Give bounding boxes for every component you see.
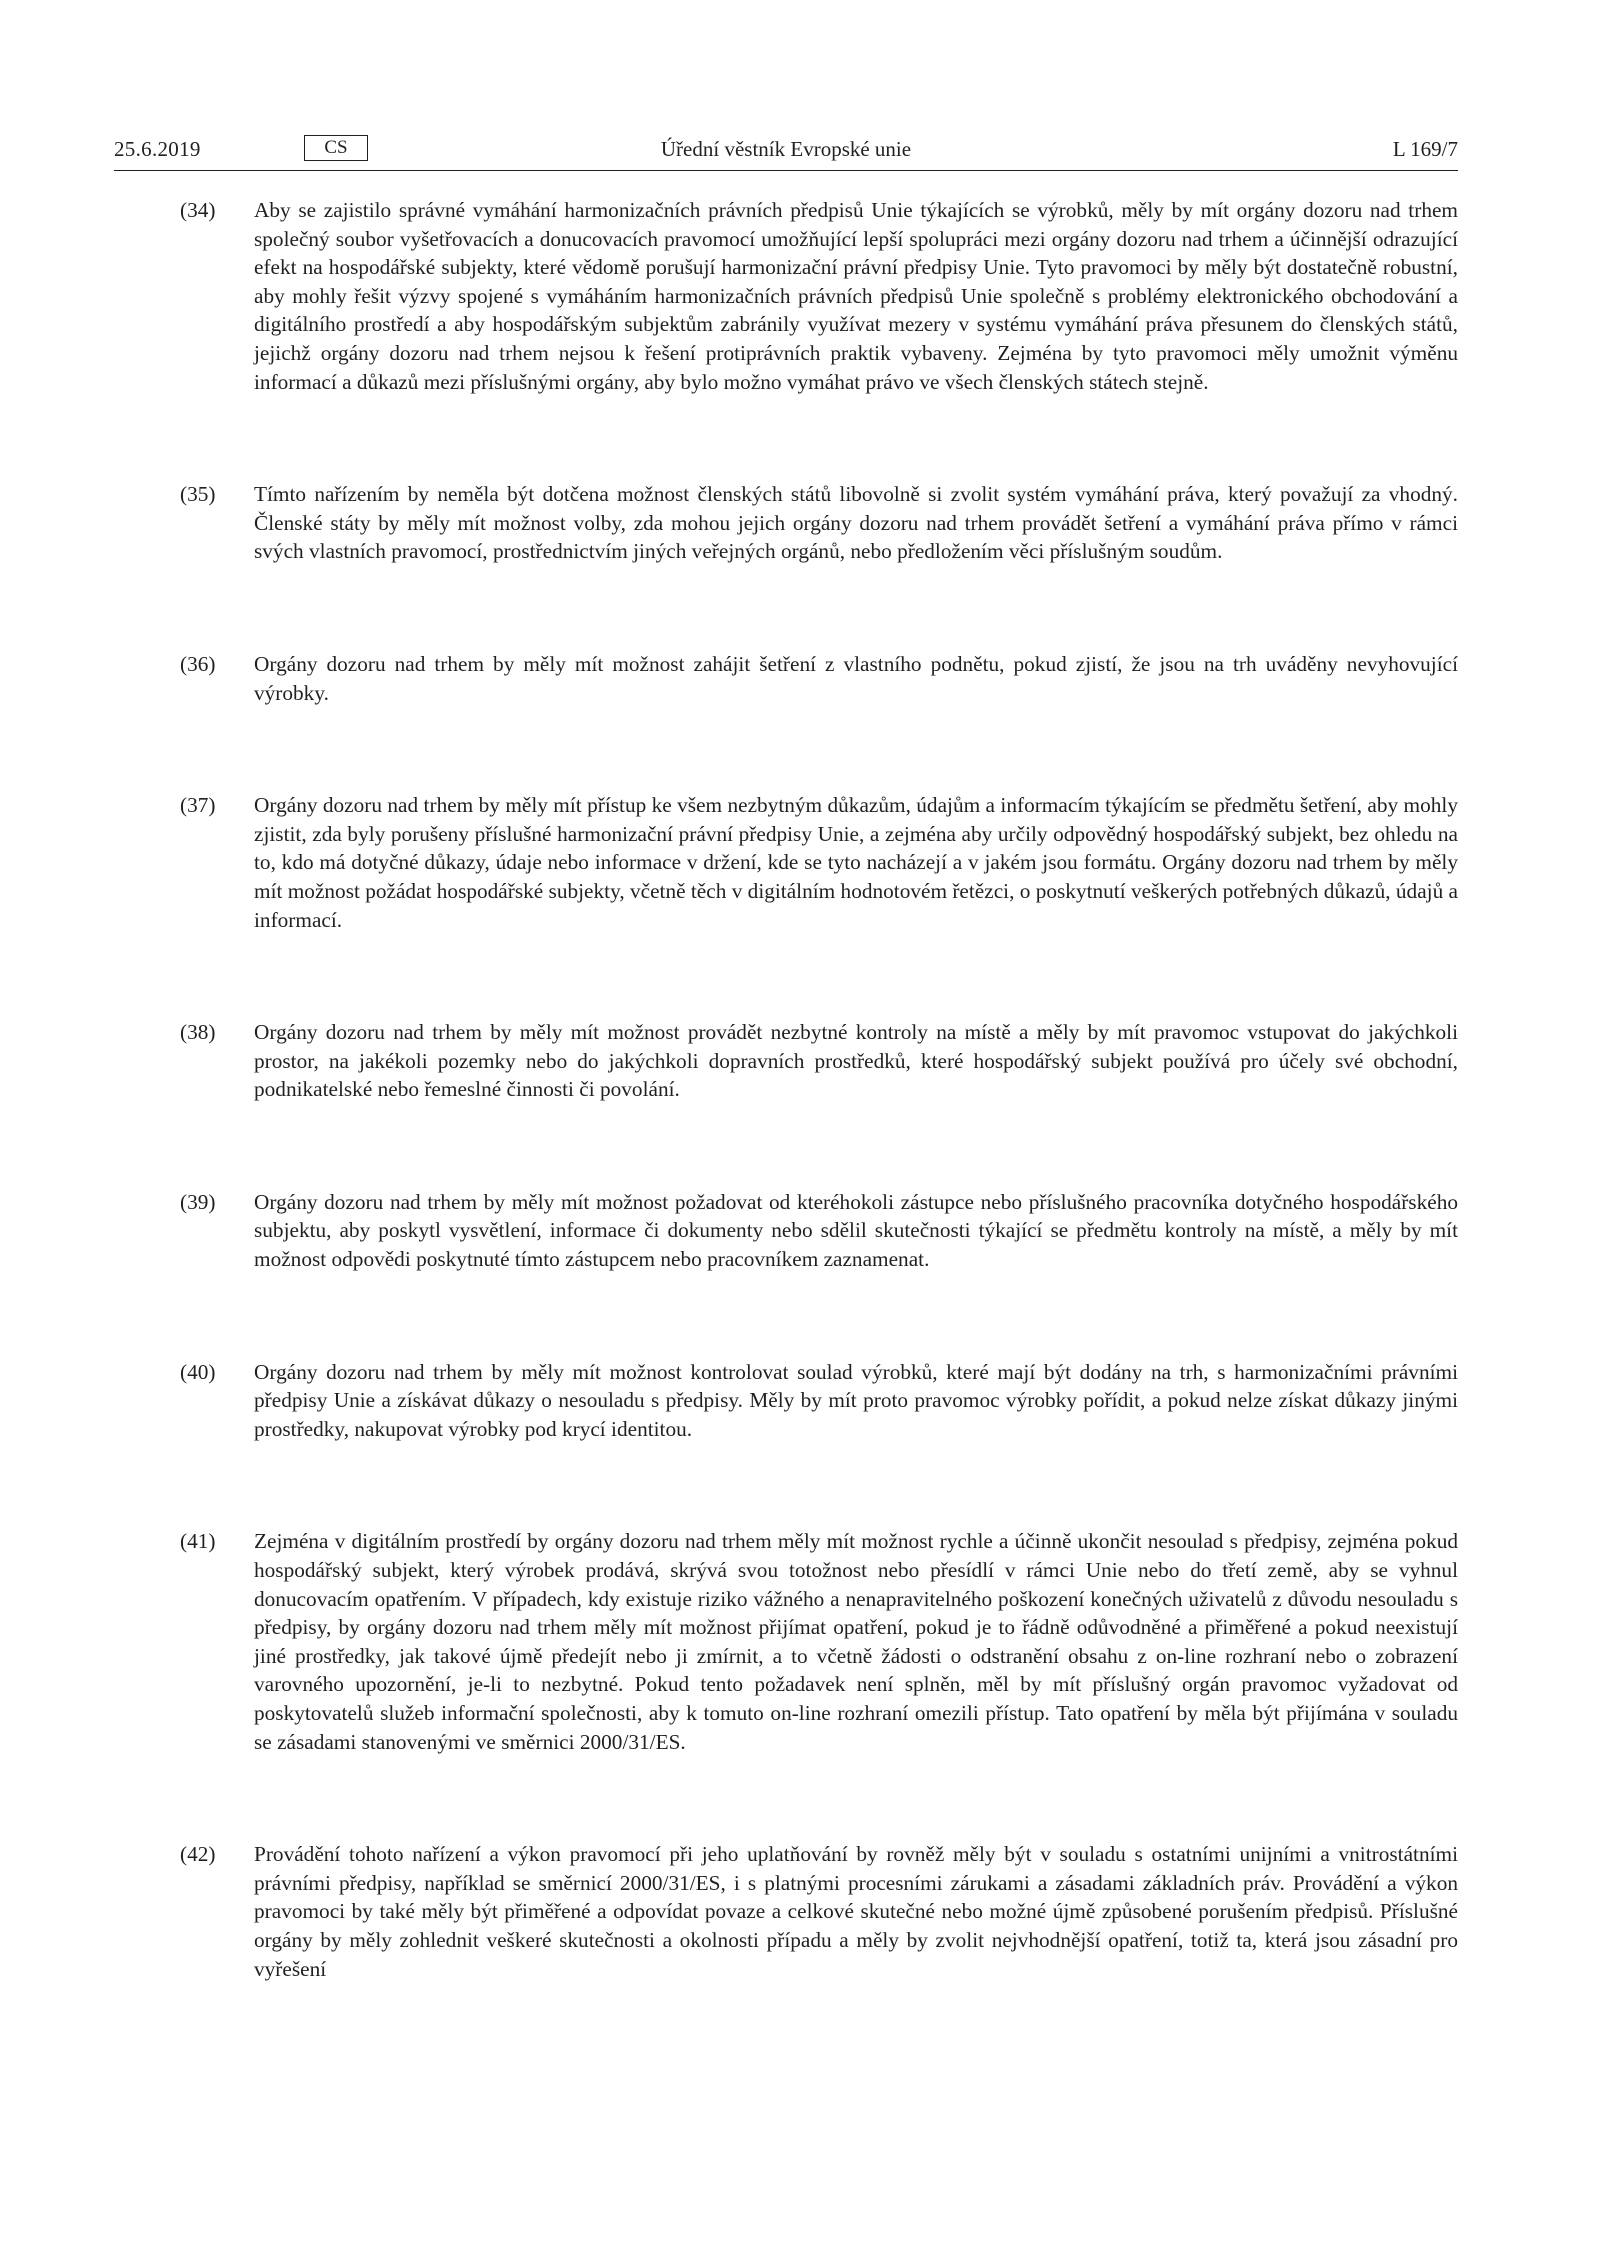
recital-36 <box>114 650 1458 707</box>
recital-37 <box>114 791 1458 934</box>
recital-42 <box>114 1840 1458 1983</box>
recital-text: Orgány dozoru nad trhem by měly mít možnost provádět nezbytné kontroly na místě a měly by mít pravomoc vstupovat do jakýchkoli prostor, na jakékoli pozemky nebo do jakýchkoli dopravních prostředků, které hospodářský subjekt používá pro účely své obchodní, podnikatelské nebo řemeslné činnosti či povolání. <box>254 1020 1458 1102</box>
recital-number: (40) <box>180 1359 216 1384</box>
header-rule <box>114 170 1458 171</box>
recital-number: (35) <box>180 482 216 507</box>
recital-number: (38) <box>180 1020 216 1045</box>
recital-number: (41) <box>180 1529 216 1554</box>
recital-text: Orgány dozoru nad trhem by měly mít přístup ke všem nezbytným důkazům, údajům a informacím týkajícím se předmětu šetření, aby mohly zjistit, zda byly porušeny příslušné harmonizační právní předpisy Unie, a zejména aby určily odpovědný hospodářský subjekt, bez ohledu na to, kdo má dotyčné důkazy, údaje nebo informace v držení, kde se tyto nacházejí a v jakém jsou formátu. Orgány dozoru nad trhem by měly mít možnost požádat hospodářské subjekty, včetně těch v digitálním hodnotovém řetězci, o poskytnutí veškerých potřebných důkazů, údajů a informací. <box>254 793 1458 932</box>
publication-date: 25.6.2019 <box>114 137 201 161</box>
recital-number: (37) <box>180 793 216 818</box>
recitals-body <box>114 196 1458 1983</box>
recital-38 <box>114 1018 1458 1104</box>
recital-number: (39) <box>180 1189 216 1214</box>
language-badge: CS <box>304 135 368 161</box>
recital-41 <box>114 1527 1458 1756</box>
recital-number: (36) <box>180 651 216 676</box>
recital-text: Orgány dozoru nad trhem by měly mít možnost zahájit šetření z vlastního podnětu, pokud zjistí, že jsou na trh uváděny nevyhovující výrobky. <box>254 651 1458 705</box>
recital-text: Provádění tohoto nařízení a výkon pravomocí při jeho uplatňování by rovněž měly být v souladu s ostatními unijními a vnitrostátními právními předpisy, například se směrnicí 2000/31/ES, i s platnými procesními zárukami a zásadami základních práv. Provádění a výkon pravomoci by také měly být přiměřené a odpovídat povaze a celkové skutečné nebo možné újmě způsobené porušením předpisů. Příslušné orgány by měly zohlednit veškeré skutečnosti a okolnosti případu a měly by zvolit nejvhodnější opatření, totiž ta, která jsou zásadní pro vyřešení <box>254 1842 1458 1981</box>
recital-text: Tímto nařízením by neměla být dotčena možnost členských států libovolně si zvolit systém vymáhání práva, který považují za vhodný. Členské státy by měly mít možnost volby, zda mohou jejich orgány dozoru nad trhem provádět šetření a vymáhání práva přímo v rámci svých vlastních pravomocí, prostřednictvím jiných veřejných orgánů, nebo předložením věci příslušným soudům. <box>254 482 1458 564</box>
page-reference: L 169/7 <box>1392 137 1458 161</box>
recital-39 <box>114 1188 1458 1274</box>
recital-40 <box>114 1358 1458 1444</box>
recital-number: (34) <box>180 198 216 222</box>
recital-text: Orgány dozoru nad trhem by měly mít možnost požadovat od kteréhokoli zástupce nebo příslušného pracovníka dotyčného hospodářského subjektu, aby poskytl vysvětlení, informace či dokumenty nebo sdělil skutečnosti týkající se předmětu kontroly na místě, a měly by mít možnost odpovědi poskytnuté tímto zástupcem nebo pracovníkem zaznamenat. <box>254 1189 1458 1272</box>
recital-35 <box>114 480 1458 566</box>
journal-title: Úřední věstník Evropské unie <box>660 137 912 161</box>
recital-number: (42) <box>180 1842 216 1867</box>
recital-text: Orgány dozoru nad trhem by měly mít možnost kontrolovat soulad výrobků, které mají být dodány na trh, s harmonizačními právními předpisy Unie a získávat důkazy o nesouladu s předpisy. Měly by mít proto pravomoc výrobky pořídit, a pokud nelze získat důkazy jinými prostředky, nakupovat výrobky pod krycí identitou. <box>254 1359 1458 1441</box>
page-header <box>114 132 1458 168</box>
recital-text: Zejména v digitálním prostředí by orgány dozoru nad trhem měly mít možnost rychle a účinně ukončit nesoulad s předpisy, zejména pokud hospodářský subjekt, který výrobek prodává, skrývá svou totožnost nebo přesídlí v rámci Unie nebo do třetí země, aby se vyhnul donucovacím opatřením. V případech, kdy existuje riziko vážného a nenapravitelného poškození konečných uživatelů z důvodu nesouladu s předpisy, by orgány dozoru nad trhem měly mít možnost přijímat opatření, pokud je to řádně odůvodněné a přiměřené a pokud neexistují jiné prostředky, jak takové újmě předejít nebo ji zmírnit, a to včetně žádosti o odstranění obsahu z on-line rozhraní nebo o zobrazení varovného upozornění, je-li to nezbytné. Pokud tento požadavek není splněn, měl by mít příslušný orgán pravomoc vyžadovat od poskytovatelů služeb informační společnosti, aby k tomuto on-line rozhraní omezili přístup. Tato opatření by měla být přijímána v souladu se zásadami stanovenými ve směrnici 2000/31/ES. <box>254 1529 1458 1754</box>
recital-text: Aby se zajistilo správné vymáhání harmonizačních právních předpisů Unie týkajících se výrobků, měly by mít orgány dozoru nad trhem společný soubor vyšetřovacích a donucovacích pravomocí umožňující lepší spolupráci mezi orgány dozoru nad trhem a účinnější odrazující efekt na hospodářské subjekty, které vědomě porušují harmonizační právní předpisy Unie. Tyto pravomoci by měly být dostatečně robustní, aby mohly řešit výzvy spojené s vymáháním harmonizačních právních předpisů Unie společně s problémy elektronického obchodování a digitálního prostředí a aby hospodářským subjektům zabránily využívat mezery v systému vymáhání práva přesunem do členských států, jejichž orgány dozoru nad trhem nejsou k řešení protiprávních praktik vybaveny. Zejména by tyto pravomoci měly umožnit výměnu informací a důkazů mezi příslušnými orgány, aby bylo možno vymáhat právo ve všech členských státech stejně. <box>254 198 1458 394</box>
recital-34 <box>114 196 1458 396</box>
